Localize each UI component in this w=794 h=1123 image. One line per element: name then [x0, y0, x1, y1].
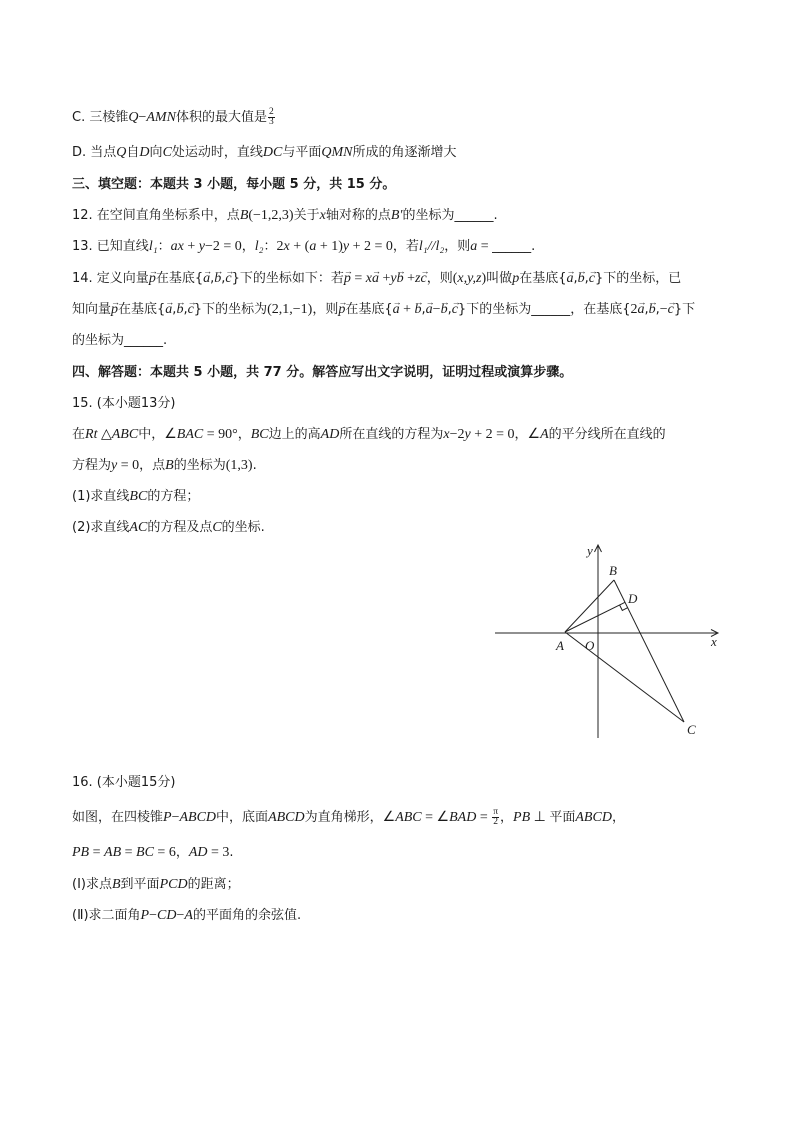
question-14-line-1: [72, 269, 681, 289]
math-upright: ∠: [382, 810, 396, 825]
math-italic: x: [319, 208, 326, 223]
text-run: ，则: [426, 271, 453, 286]
math-italic: AB: [104, 845, 122, 860]
question-14-line-3: [72, 331, 167, 351]
text-run: 的平分线所在直线的: [548, 427, 666, 442]
math-upright: −: [138, 110, 147, 125]
math-italic: a: [309, 239, 317, 254]
math-upright: = 90°: [203, 427, 238, 442]
text-run: 轴对称的点: [325, 208, 391, 223]
text-run: 如图，在四棱锥: [72, 810, 164, 825]
math-upright: ): [481, 271, 487, 286]
math-upright: 2: [276, 239, 284, 254]
text-run: ，若: [392, 239, 419, 254]
text-run: 在基底{: [155, 271, 204, 286]
math-italic: B′: [390, 208, 403, 223]
question-12: [72, 206, 498, 226]
math-italic: BAD: [449, 810, 477, 825]
math-italic: PB: [72, 845, 90, 860]
math-italic: B: [239, 208, 249, 223]
math-italic: QMN: [321, 145, 353, 160]
math-italic: l₁//l₂: [418, 239, 445, 254]
segment-ab: [565, 580, 614, 632]
question-14-line-2: [72, 300, 695, 320]
math-italic: AD: [320, 427, 340, 442]
vector-symbol: b →: [649, 302, 656, 318]
label-y-axis: y: [587, 543, 593, 558]
math-upright: −: [171, 810, 180, 825]
text-run: (1)求直线: [72, 489, 130, 504]
text-run: 关于: [293, 208, 320, 223]
text-run: 所在直线的方程为: [339, 427, 444, 442]
section-3-heading: 三、填空题：本题共 3 小题，每小题 5 分，共 15 分。: [72, 177, 396, 192]
text-run: ，则: [312, 302, 339, 317]
vector-symbol: a →: [637, 302, 644, 318]
text-run: 的方程；: [147, 489, 200, 504]
vector-symbol: c →: [589, 271, 595, 287]
math-italic: x: [365, 271, 372, 286]
math-upright: ∠: [527, 427, 541, 442]
math-upright: =: [476, 810, 492, 825]
text-run: ，则: [444, 239, 471, 254]
math-upright: (2,1,−1): [267, 302, 313, 317]
math-upright: ∠: [164, 427, 177, 442]
text-run: }下的坐标为: [193, 302, 268, 317]
vector-symbol: b →: [214, 271, 221, 287]
vector-symbol: c →: [452, 302, 458, 318]
math-upright: = 0: [117, 458, 140, 473]
text-run: 的平面角的余弦值.: [192, 908, 302, 923]
math-italic: Rt: [85, 427, 98, 442]
text-run: ：: [263, 239, 277, 254]
math-upright: (: [452, 271, 458, 286]
math-italic: ABC: [395, 810, 422, 825]
text-run: ：: [157, 239, 171, 254]
text-run: 的坐标.: [221, 520, 265, 535]
text-run: ，点: [139, 458, 166, 473]
fraction-denominator: 2: [493, 817, 498, 827]
math-italic: P: [140, 908, 150, 923]
segment-ac: [565, 632, 684, 722]
math-upright: −: [432, 302, 441, 317]
fraction: [492, 808, 499, 827]
text-run: 的坐标为: [173, 458, 226, 473]
vector-symbol: a →: [393, 302, 400, 318]
text-run: 处运动时，直线: [171, 145, 263, 160]
text-run: }下: [673, 302, 696, 317]
text-run: (Ⅰ)求点: [72, 877, 112, 892]
question-16-part-2: [72, 906, 301, 926]
answer-blank: ______: [124, 333, 164, 348]
text-run: 向: [149, 145, 163, 160]
math-italic: CD: [157, 908, 177, 923]
math-upright: (−1,2,3): [248, 208, 294, 223]
question-16-part-1: [72, 875, 240, 895]
text-run: 在基底{: [519, 271, 567, 286]
math-italic: l₁: [148, 239, 158, 254]
math-upright: −: [149, 908, 158, 923]
text-run: ，: [175, 845, 189, 860]
text-run: 自: [126, 145, 140, 160]
segment-ad: [565, 602, 625, 632]
math-upright: +: [399, 302, 415, 317]
vector-symbol: b →: [176, 302, 183, 318]
math-italic: y: [390, 271, 397, 286]
math-upright: +: [379, 271, 391, 286]
text-run: ,: [573, 271, 578, 286]
text-run: 知向量: [72, 302, 112, 317]
math-italic: A: [184, 908, 193, 923]
math-italic: DC: [262, 145, 283, 160]
section-4-heading: 四、解答题：本题共 5 小题，共 77 分。解答应写出文字说明，证明过程或演算步骤。: [72, 365, 573, 380]
answer-blank: ______: [531, 302, 571, 317]
segment-bc: [614, 580, 684, 722]
text-run: ,: [172, 302, 177, 317]
text-run: 平面: [549, 810, 576, 825]
text-run: ,: [421, 302, 426, 317]
text-run: ,: [210, 271, 215, 286]
math-italic: BC: [129, 489, 148, 504]
question-13: [72, 237, 535, 257]
math-upright: =: [350, 271, 366, 286]
text-run: ,: [183, 302, 188, 317]
math-italic: ABC: [111, 427, 139, 442]
answer-blank: ______: [454, 208, 494, 223]
vector-symbol: b →: [415, 302, 422, 318]
math-italic: ABCD: [179, 810, 217, 825]
fraction-numerator: π: [493, 807, 499, 817]
text-run: 13. 已知直线: [72, 239, 149, 254]
question-16-line-1: [72, 808, 625, 828]
math-italic: z: [415, 271, 421, 286]
math-upright: −2: [449, 427, 465, 442]
math-italic: BC: [136, 845, 154, 860]
math-upright: = 6: [153, 845, 176, 860]
text-run: 在基底{: [118, 302, 166, 317]
text-run: ,: [644, 302, 649, 317]
label-point-a: A: [556, 638, 564, 653]
math-italic: l₂: [254, 239, 264, 254]
label-point-d: D: [628, 591, 638, 606]
text-run: ,: [447, 302, 452, 317]
math-italic: B: [165, 458, 174, 473]
label-point-c: C: [687, 722, 696, 737]
text-run: .: [163, 333, 168, 348]
math-italic: y: [464, 427, 471, 442]
math-upright: (1,3): [225, 458, 253, 473]
math-italic: C: [212, 520, 222, 535]
vector-symbol: a →: [165, 302, 172, 318]
math-italic: p: [512, 271, 520, 286]
math-italic: ABCD: [575, 810, 612, 825]
text-run: C. 三棱锥: [72, 110, 129, 125]
text-run: ，: [500, 810, 514, 825]
text-run: }下的坐标，已: [594, 271, 682, 286]
math-upright: + 1): [316, 239, 343, 254]
math-italic: D: [139, 145, 150, 160]
math-upright: =: [89, 845, 105, 860]
math-upright: △: [97, 427, 112, 442]
math-upright: +: [403, 271, 416, 286]
text-run: (Ⅱ)求二面角: [72, 908, 141, 923]
math-italic: x: [283, 239, 290, 254]
vector-symbol: b →: [441, 302, 448, 318]
question-16-title: 16. (本小题15分): [72, 775, 176, 790]
text-run: }下的坐标为: [457, 302, 532, 317]
text-run: 在基底{: [345, 302, 393, 317]
math-upright: −: [176, 908, 185, 923]
fraction-numerator: 2: [268, 107, 274, 117]
text-run: }下的坐标如下：若: [231, 271, 344, 286]
text-run: .: [531, 239, 536, 254]
math-italic: y: [111, 458, 118, 473]
math-italic: ABCD: [268, 810, 305, 825]
question-16-line-2: [72, 843, 234, 863]
question-15-line-1: [72, 425, 666, 445]
math-upright: + 2 = 0: [349, 239, 393, 254]
question-15-line-2: [72, 456, 257, 476]
math-italic: PCD: [159, 877, 188, 892]
math-italic: Q: [128, 110, 139, 125]
text-run: ,: [655, 302, 660, 317]
math-italic: y: [198, 239, 205, 254]
text-run: 中，底面: [216, 810, 269, 825]
text-run: .: [493, 208, 498, 223]
text-run: 体积的最大值是: [175, 110, 267, 125]
text-run: 边上的高: [268, 427, 321, 442]
math-italic: x,y,z: [457, 271, 482, 286]
vector-symbol: c →: [420, 271, 426, 287]
vector-symbol: p →: [149, 271, 156, 287]
text-run: .: [252, 458, 257, 473]
vector-symbol: p →: [338, 302, 345, 318]
question-15-title: 15. (本小题13分): [72, 396, 176, 411]
vector-symbol: a →: [426, 302, 433, 318]
math-upright: ⊥: [530, 810, 550, 825]
text-run: ,: [584, 271, 589, 286]
option-c: [72, 108, 276, 128]
text-run: 所成的角逐渐增大: [352, 145, 457, 160]
math-upright: + (: [289, 239, 310, 254]
text-run: ，: [241, 239, 255, 254]
text-run: 12. 在空间直角坐标系中，点: [72, 208, 240, 223]
math-upright: + 2 = 0: [470, 427, 515, 442]
text-run: ,: [221, 271, 226, 286]
text-run: ，: [611, 810, 625, 825]
math-italic: AD: [188, 845, 208, 860]
question-15-part-1: [72, 487, 199, 507]
text-run: .: [229, 845, 234, 860]
text-run: 与平面: [282, 145, 322, 160]
fraction-denominator: 3: [268, 117, 274, 127]
math-italic: BAC: [176, 427, 204, 442]
text-run: ，: [237, 427, 251, 442]
vector-symbol: p →: [111, 302, 118, 318]
math-upright: = ∠: [421, 810, 450, 825]
text-run: 叫做: [486, 271, 513, 286]
vector-symbol: b →: [397, 271, 404, 287]
vector-symbol: a →: [372, 271, 379, 287]
math-italic: C: [162, 145, 172, 160]
question-15-figure: [490, 540, 730, 745]
vector-symbol: c →: [225, 271, 231, 287]
math-italic: x: [443, 427, 450, 442]
math-italic: P: [163, 810, 172, 825]
math-italic: A: [540, 427, 549, 442]
math-upright: −: [659, 302, 668, 317]
math-italic: PB: [513, 810, 531, 825]
text-run: 14. 定义向量: [72, 271, 149, 286]
answer-blank: ______: [492, 239, 532, 254]
text-run: 为直角梯形，: [304, 810, 383, 825]
math-upright: =: [477, 239, 493, 254]
question-15-part-2: [72, 518, 265, 538]
math-italic: AC: [129, 520, 148, 535]
text-run: 的坐标为: [402, 208, 455, 223]
text-run: 中，: [138, 427, 165, 442]
math-italic: B: [111, 877, 121, 892]
text-run: 方程为: [72, 458, 112, 473]
math-italic: BC: [250, 427, 269, 442]
text-run: D. 当点: [72, 145, 117, 160]
math-upright: −2 = 0: [204, 239, 242, 254]
math-italic: AMN: [146, 110, 176, 125]
label-point-b: B: [609, 563, 617, 578]
text-run: ，在基底{: [570, 302, 631, 317]
math-upright: = 3: [207, 845, 230, 860]
vector-symbol: a →: [203, 271, 210, 287]
vector-symbol: a →: [566, 271, 573, 287]
label-origin-o: O: [585, 638, 595, 653]
text-run: (2)求直线: [72, 520, 130, 535]
label-x-axis: x: [711, 634, 717, 649]
math-upright: =: [121, 845, 137, 860]
text-run: ，: [514, 427, 528, 442]
text-run: 的坐标为: [72, 333, 125, 348]
math-upright: +: [183, 239, 199, 254]
vector-symbol: c →: [668, 302, 674, 318]
vector-symbol: c →: [188, 302, 194, 318]
math-upright: 2: [630, 302, 638, 317]
math-italic: y: [342, 239, 350, 254]
option-d: [72, 143, 457, 163]
vector-symbol: p →: [344, 271, 351, 287]
math-italic: ax: [170, 239, 184, 254]
text-run: 的方程及点: [147, 520, 213, 535]
vector-symbol: b →: [578, 271, 585, 287]
text-run: 在: [72, 427, 86, 442]
text-run: 的距离；: [187, 877, 240, 892]
fraction: [268, 108, 275, 127]
math-italic: Q: [116, 145, 127, 160]
math-italic: a: [470, 239, 478, 254]
text-run: 到平面: [120, 877, 160, 892]
